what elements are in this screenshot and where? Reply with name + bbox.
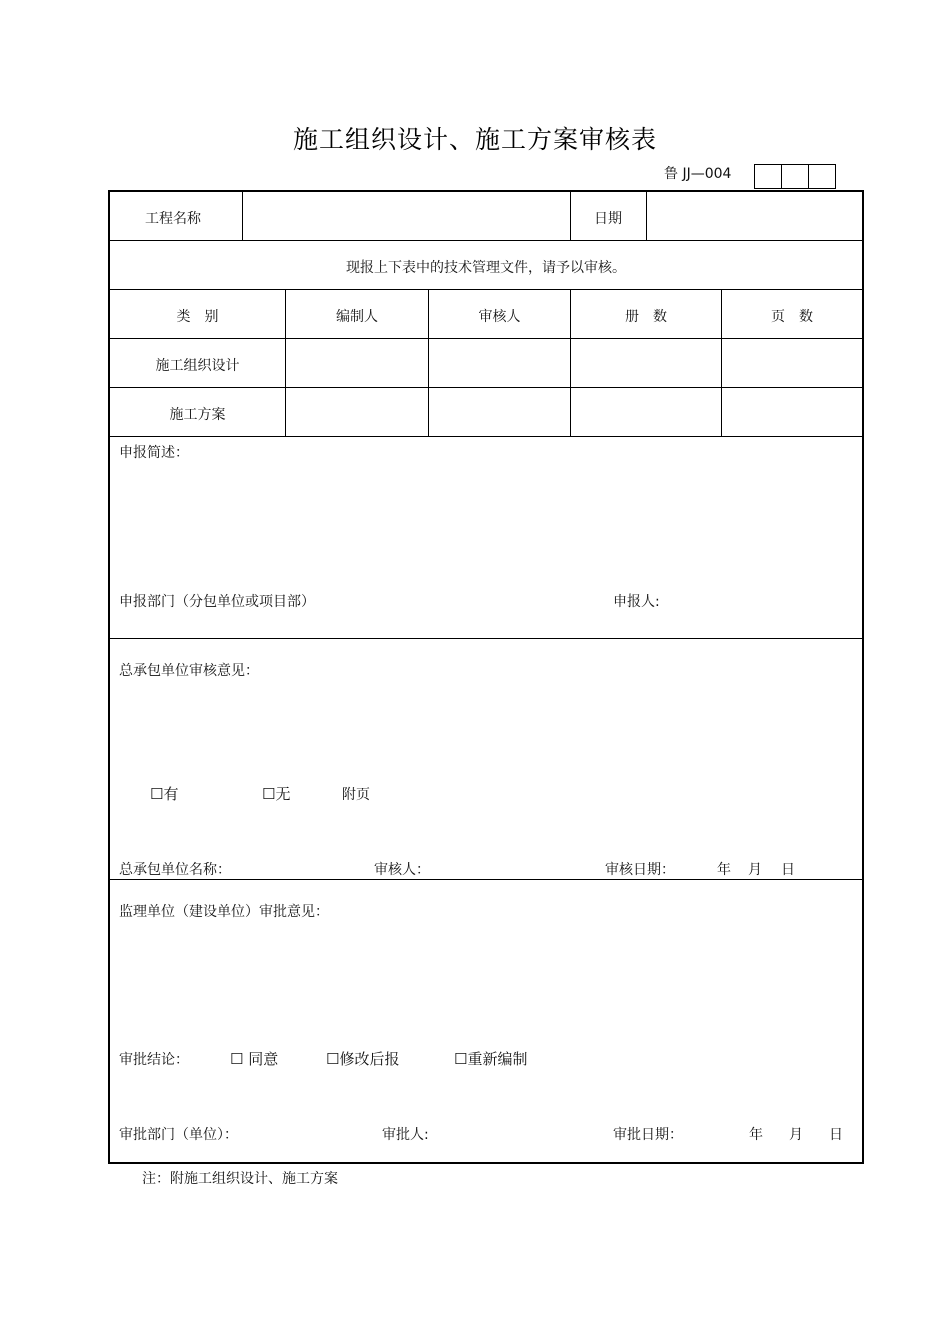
attach-label: 附页 bbox=[342, 787, 370, 803]
general-name-label: 总承包单位名称： bbox=[119, 862, 231, 878]
form-table bbox=[108, 190, 864, 1164]
row-divider bbox=[110, 638, 862, 639]
row-label-construction-plan: 施工方案 bbox=[169, 407, 226, 423]
col-header-category: 类 别 bbox=[176, 309, 219, 325]
checkbox-revise[interactable]: ☐修改后报 bbox=[326, 1050, 400, 1068]
form-title: 施工组织设计、施工方案审核表 bbox=[292, 125, 657, 154]
checkbox-attach-no[interactable]: ☐无 bbox=[262, 785, 291, 803]
notice-text: 现报上下表中的技术管理文件，请予以审核。 bbox=[346, 260, 626, 276]
col-header-pages: 页 数 bbox=[771, 309, 813, 325]
declare-person-label: 申报人: bbox=[613, 594, 660, 610]
approver-label: 审批人: bbox=[382, 1127, 429, 1143]
col-divider bbox=[570, 192, 571, 240]
col-header-volumes: 册 数 bbox=[625, 309, 667, 325]
date-label: 日期 bbox=[594, 211, 622, 227]
row-divider bbox=[110, 387, 862, 388]
row-divider bbox=[110, 879, 862, 880]
approval-dept-label: 审批部门（单位）： bbox=[119, 1127, 238, 1143]
checkbox-attach-yes[interactable]: ☐有 bbox=[150, 785, 179, 803]
checkbox-redo[interactable]: ☐重新编制 bbox=[454, 1050, 528, 1068]
general-reviewer-label: 审核人： bbox=[374, 862, 430, 878]
general-date-label: 审核日期： bbox=[605, 862, 675, 878]
approval-day: 日 bbox=[829, 1127, 843, 1143]
date-field[interactable] bbox=[647, 193, 861, 239]
supervisor-opinion-label: 监理单位（建设单位）审批意见： bbox=[119, 904, 329, 920]
row-label-construction-design: 施工组织设计 bbox=[155, 358, 240, 374]
approval-date-label: 审批日期： bbox=[613, 1127, 683, 1143]
project-name-field[interactable] bbox=[243, 193, 569, 239]
conclusion-label: 审批结论： bbox=[119, 1052, 189, 1068]
project-name-label: 工程名称 bbox=[145, 211, 201, 227]
declare-dept-label: 申报部门（分包单位或项目部） bbox=[119, 594, 315, 610]
row-divider bbox=[110, 289, 862, 290]
approval-month: 月 bbox=[789, 1127, 803, 1143]
general-month: 月 bbox=[748, 862, 762, 878]
number-box[interactable] bbox=[808, 164, 836, 189]
approval-year: 年 bbox=[749, 1127, 763, 1143]
checkbox-agree[interactable]: ☐ 同意 bbox=[230, 1050, 279, 1068]
number-box[interactable] bbox=[754, 164, 781, 189]
footnote: 注：附施工组织设计、施工方案 bbox=[142, 1171, 338, 1187]
row-divider bbox=[110, 338, 862, 339]
row-divider bbox=[110, 436, 862, 437]
form-number-boxes[interactable] bbox=[754, 164, 836, 189]
row-divider bbox=[110, 240, 862, 241]
general-opinion-label: 总承包单位审核意见： bbox=[119, 663, 259, 679]
form-code: 鲁 JJ—004 bbox=[664, 166, 732, 182]
col-header-reviewer: 审核人 bbox=[478, 309, 521, 325]
summary-label: 申报简述： bbox=[119, 445, 189, 461]
col-header-compiler: 编制人 bbox=[336, 309, 378, 325]
number-box[interactable] bbox=[781, 164, 808, 189]
general-year: 年 bbox=[717, 862, 731, 878]
general-day: 日 bbox=[781, 862, 795, 878]
